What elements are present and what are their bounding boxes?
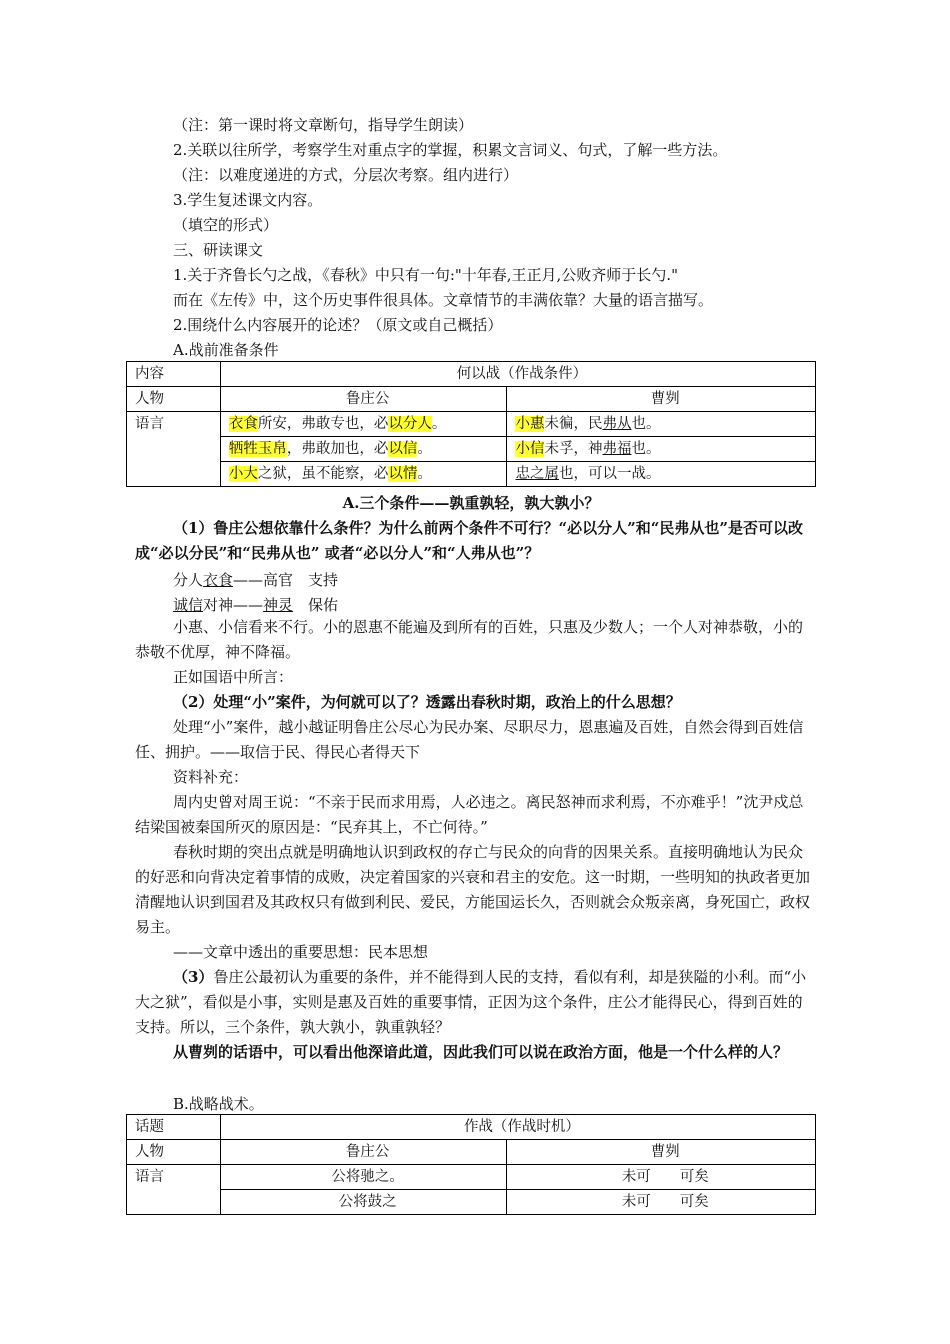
table-header-cell: 曹刿 xyxy=(507,387,816,412)
highlight-text: 小惠 xyxy=(515,416,545,432)
cell-text: 也。 xyxy=(631,441,661,457)
quote-paragraph: 周内史曾对周王说：“不亲于民而求用焉，人必违之。离民怒神而求利焉，不亦难乎！”沈尹戍总结梁国被秦国所灭的原因是：“民弃其上，不亡何待。” xyxy=(135,793,804,836)
table-cell xyxy=(220,437,507,462)
question-text: （2）处理“小”案件，为何就可以了？透露出春秋时期，政治上的什么思想？ xyxy=(173,693,681,711)
section-heading: 三、研读课文 xyxy=(173,241,264,259)
highlight-text: 衣食 xyxy=(228,416,258,432)
text-line: 3.学生复述课文内容。 xyxy=(173,191,323,209)
text-line: 2.关联以往所学，考察学生对重点字的掌握，积累文言词义、句式，了解一些方法。 xyxy=(173,141,728,159)
table-header-cell: 何以战（作战条件） xyxy=(220,362,815,387)
table-row xyxy=(127,437,816,462)
underlined-text: 衣食 xyxy=(203,571,234,589)
table-cell: 未可 可矣 xyxy=(507,1190,816,1215)
highlight-text: 牺牲玉帛 xyxy=(228,441,287,457)
table-header-cell: 内容 xyxy=(127,362,221,387)
note-line xyxy=(173,570,338,590)
highlight-text: 以信 xyxy=(388,441,418,457)
table-row xyxy=(127,387,816,412)
table-row xyxy=(127,1165,816,1190)
paragraph: ——文章中透出的重要思想：民本思想 xyxy=(173,943,429,961)
cell-text: 也，可以一战。 xyxy=(558,466,661,482)
cell-text: 也。 xyxy=(631,416,661,432)
cell-text: 。 xyxy=(417,466,432,482)
note-text: 分人 xyxy=(173,571,204,589)
paragraph-text: 鲁庄公最初认为重要的条件，并不能得到人民的支持，看似有利，却是狭隘的小利。而“小大之狱”，看似是小事，实则是惠及百姓的重要事情，正因为这个条件，庄公才能得民心，得到百姓的支持。所以，三个条件，孰大孰小，孰重孰轻？ xyxy=(135,968,807,1036)
text-line: 而在《左传》中，这个历史事件很具体。文章情节的丰满依靠？大量的语言描写。 xyxy=(173,291,714,309)
cell-text: 。 xyxy=(431,416,447,432)
paragraph: 资料补充： xyxy=(173,768,249,786)
table-cell: 公将驰之。 xyxy=(220,1165,507,1190)
table-header-cell: 曹刿 xyxy=(507,1140,816,1165)
table-row xyxy=(127,362,816,387)
paragraph: 春秋时期的突出点就是明确地认识到政权的存亡与民众的向背的因果关系。直接明确地认为民众的好恶和向背决定着事情的成败，决定着国家的兴衰和君主的安危。这一时期，一些明知的执政者更加清醒地认识到国君及其政权只有做到利民、爱民，方能国运长久，否则就会众叛亲离，身死国亡，政权易主。 xyxy=(135,843,811,936)
section-title: A.三个条件——孰重孰轻，孰大孰小？ xyxy=(342,494,600,512)
table-cell: 未可 可矣 xyxy=(507,1165,816,1190)
underlined-text: 忠之属 xyxy=(515,466,559,482)
note-line: （注：第一课时将文章断句，指导学生朗读） xyxy=(173,116,474,134)
subsection-heading: A.战前准备条件 xyxy=(173,341,279,359)
cell-text: 未孚，神 xyxy=(544,441,603,457)
table-header-cell: 语言 xyxy=(127,412,221,487)
paragraph: 处理“小”案件，越小越证明鲁庄公尽心为民办案、尽职尽力，恩惠遍及百姓，自然会得到百姓信任、拥护。——取信于民、得民心者得天下 xyxy=(135,718,804,761)
table-cell xyxy=(507,462,816,487)
question-text: 从曹刿的话语中，可以看出他深谙此道，因此我们可以说在政治方面，他是一个什么样的人？ xyxy=(173,1043,789,1061)
table-header-cell: 鲁庄公 xyxy=(220,387,507,412)
table-row xyxy=(127,1140,816,1165)
table-header-cell: 鲁庄公 xyxy=(220,1140,507,1165)
table-cell xyxy=(220,412,507,437)
subsection-heading: B.战略战术。 xyxy=(173,1095,264,1113)
highlight-text: 以分人 xyxy=(388,416,432,432)
question-number: （3） xyxy=(173,968,214,986)
table-row xyxy=(127,1190,816,1215)
cell-text: ，弗敢加也，必 xyxy=(286,441,389,457)
text-line: 1.关于齐鲁长勺之战，《春秋》中只有一句:"十年春,王正月,公败齐师于长勺." xyxy=(173,266,678,284)
table-header-cell: 语言 xyxy=(127,1165,221,1215)
table-header-cell: 人物 xyxy=(127,387,221,412)
table-cell xyxy=(507,412,816,437)
note-line: （填空的形式） xyxy=(173,216,279,234)
table-header-cell: 人物 xyxy=(127,1140,221,1165)
table-cell: 公将鼓之 xyxy=(220,1190,507,1215)
note-line xyxy=(173,595,338,615)
cell-text: 未徧，民 xyxy=(544,416,603,432)
paragraph: 正如国语中所言： xyxy=(173,668,294,686)
highlight-text: 以情 xyxy=(388,466,418,482)
table-cell xyxy=(507,437,816,462)
note-line: （注：以难度递进的方式，分层次考察。组内进行） xyxy=(173,166,519,184)
underlined-text: 弗福 xyxy=(602,441,632,457)
table-header-cell: 话题 xyxy=(127,1115,221,1140)
text-line: 2.围绕什么内容展开的论述？（原文或自己概括） xyxy=(173,316,503,334)
underlined-text: 诚信 xyxy=(173,596,204,614)
table-row xyxy=(127,1115,816,1140)
highlight-text: 小信 xyxy=(515,441,545,457)
underlined-text: 神灵 xyxy=(263,596,294,614)
note-text: 对神—— xyxy=(203,596,264,614)
paragraph: 小惠、小信看来不行。小的恩惠不能遍及到所有的百姓，只惠及少数人；一个人对神恭敬，小的恭敬不优厚，神不降福。 xyxy=(135,618,804,661)
note-text: ——高官 支持 xyxy=(233,571,339,589)
conditions-table xyxy=(126,361,816,487)
table-header-cell: 作战（作战时机） xyxy=(220,1115,815,1140)
highlight-text: 小大 xyxy=(228,466,258,482)
paragraph xyxy=(135,965,815,1040)
underlined-text: 弗从 xyxy=(602,416,632,432)
table-row xyxy=(127,412,816,437)
table-cell xyxy=(220,462,507,487)
cell-text: 之狱，虽不能察，必 xyxy=(257,466,389,482)
note-text: 保佑 xyxy=(293,596,339,614)
question-text: （1）鲁庄公想依靠什么条件？为什么前两个条件不可行？“必以分人”和“民弗从也”是否可以改成“必以分民”和“民弗从也” 或者“必以分人”和“人弗从也”？ xyxy=(135,519,803,562)
cell-text: 。 xyxy=(417,441,432,457)
tactics-table xyxy=(126,1114,816,1215)
cell-text: 所安，弗敢专也，必 xyxy=(257,416,389,432)
table-row xyxy=(127,462,816,487)
